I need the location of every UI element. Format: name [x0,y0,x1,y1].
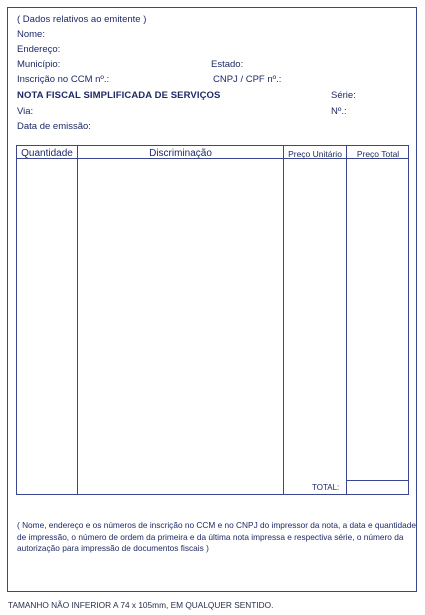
printer-info-note: ( Nome, endereço e os números de inscrição no CCM e no CNPJ do impressor da nota, a data e quantidade de impressão, o número de ordem da primeira e da última nota impressa e respectiva série, o número da autorização para impressão de documentos fiscais ) [17,520,416,553]
total-row-divider [346,480,409,481]
numero-label: Nº.: [331,106,347,117]
data-emissao-label: Data de emissão: [17,121,91,132]
total-label: TOTAL: [312,483,340,492]
paper-edge-notch [0,398,6,414]
column-header-preco-unitario: Preço Unitário [288,149,342,159]
column-header-preco-total: Preço Total [356,149,400,159]
ccm-label: Inscrição no CCM nº.: [17,74,110,85]
column-header-discriminacao: Discriminação [149,148,212,159]
via-label: Via: [17,106,34,117]
municipio-label: Município: [17,59,61,70]
size-requirement-note: TAMANHO NÃO INFERIOR A 74 x 105mm, EM QUALQUER SENTIDO. [8,600,274,610]
column-header-quantidade: Quantidade [21,148,73,159]
endereco-label: Endereço: [17,44,61,55]
nome-label: Nome: [17,29,45,40]
column-divider-3 [346,146,347,494]
column-divider-2 [283,146,284,494]
estado-label: Estado: [211,59,244,70]
column-divider-1 [77,146,78,494]
items-table [16,145,409,495]
serie-label: Série: [331,90,356,101]
issuer-header: ( Dados relativos ao emitente ) [17,14,147,25]
document-title: NOTA FISCAL SIMPLIFICADA DE SERVIÇOS [17,90,221,101]
cnpj-label: CNPJ / CPF nº.: [213,74,282,85]
